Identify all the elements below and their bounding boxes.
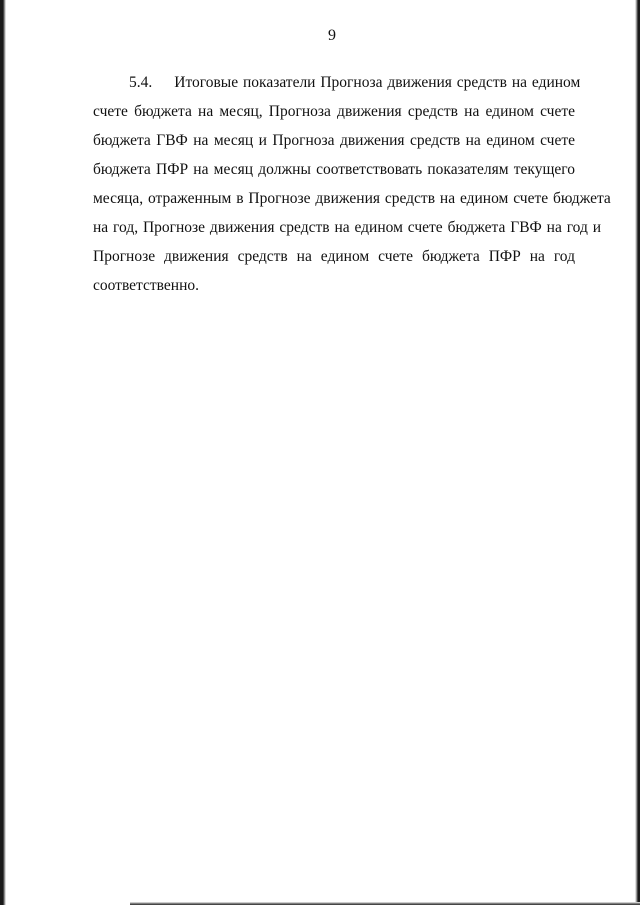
paragraph-line: бюджета ПФР на месяц должны соответствовать показателям текущего bbox=[93, 161, 575, 178]
paragraph-line: Прогнозе движения средств на едином счете бюджета ПФР на год bbox=[93, 248, 575, 265]
paragraph-line-text: Итоговые показатели Прогноза движения средств на едином bbox=[174, 74, 581, 91]
paragraph-line: на год, Прогнозе движения средств на едином счете бюджета ГВФ на год и bbox=[93, 219, 602, 236]
page-number: 9 bbox=[328, 27, 336, 44]
section-number: 5.4. bbox=[129, 74, 153, 91]
paragraph-line: соответственно. bbox=[93, 277, 199, 294]
paragraph-line: месяца, отраженным в Прогнозе движения средств на едином счете бюджета bbox=[93, 190, 611, 207]
scan-edge-right bbox=[635, 0, 640, 905]
paragraph-line: счете бюджета на месяц, Прогноза движения средств на едином счете bbox=[93, 103, 575, 120]
paragraph-line: бюджета ГВФ на месяц и Прогноза движения средств на едином счете bbox=[93, 132, 575, 149]
scan-edge-left bbox=[0, 0, 6, 905]
paragraph-line bbox=[93, 68, 581, 97]
section-5-4-paragraph bbox=[93, 68, 611, 300]
